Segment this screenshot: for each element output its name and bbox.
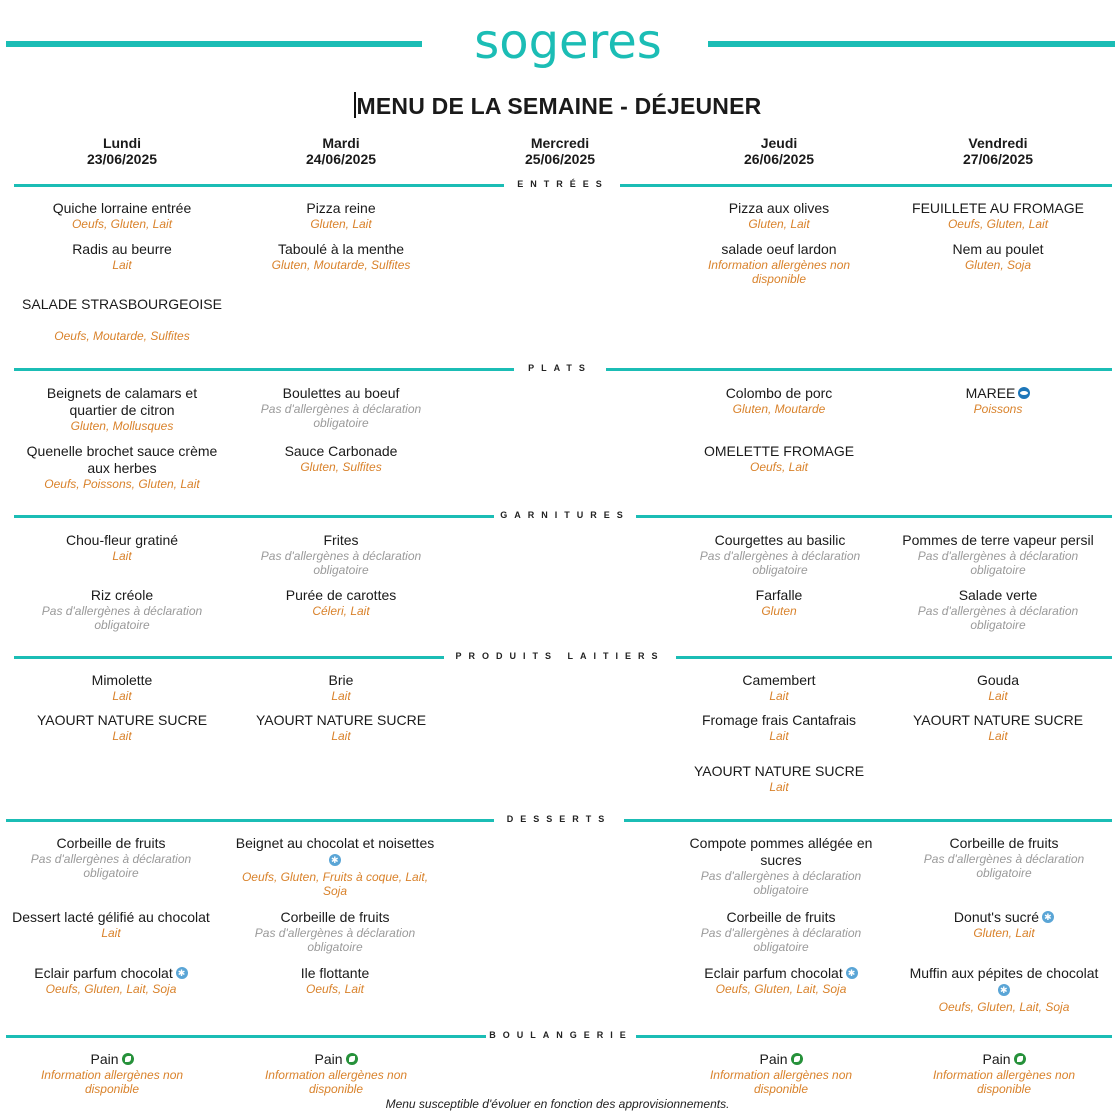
menu-item: Boulettes au boeuf Pas d'allergènes à déclaration obligatoire	[260, 385, 422, 430]
menu-item: Pizza reine Gluten, Lait	[306, 200, 376, 231]
menu-item: Frites Pas d'allergènes à déclaration obligatoire	[260, 532, 422, 577]
section-divider	[636, 515, 1112, 518]
menu-item: YAOURT NATURE SUCRE Lait	[693, 763, 865, 794]
snowflake-icon	[846, 967, 858, 979]
menu-item: Eclair parfum chocolat✱ Oeufs, Gluten, Lait, Soja	[6, 965, 216, 996]
menu-item: Chou-fleur gratiné Lait	[65, 532, 179, 563]
menu-item: Pain Information allergènes non disponible	[709, 1051, 853, 1096]
snowflake-icon	[329, 854, 341, 866]
section-label-boulangerie: BOULANGERIE	[489, 1030, 633, 1040]
menu-item: Dessert lacté gélifié au chocolat Lait	[12, 909, 210, 940]
day-header-mardi: Mardi 24/06/2025	[305, 135, 377, 167]
menu-item: Taboulé à la menthe Gluten, Moutarde, Sulfites	[271, 241, 411, 272]
sogeres-logo	[448, 12, 688, 80]
menu-item: Radis au beurre Lait	[72, 241, 172, 272]
menu-item: salade oeuf lardon Information allergènes non disponible	[707, 241, 851, 286]
day-header-lundi: Lundi 23/06/2025	[86, 135, 158, 167]
menu-item: Farfalle Gluten	[755, 587, 803, 618]
menu-item: SALADE STRASBOURGEOISE Oeufs, Moutarde, Sulfites	[22, 296, 222, 343]
menu-item: Pain Information allergènes non disponible	[40, 1051, 184, 1096]
menu-item: Quiche lorraine entrée Oeufs, Gluten, Lait	[52, 200, 192, 231]
menu-item: Purée de carottes Céleri, Lait	[285, 587, 397, 618]
header	[0, 0, 1115, 80]
section-divider	[636, 1035, 1112, 1038]
section-divider	[624, 819, 1112, 822]
menu-item: Fromage frais Cantafrais Lait	[701, 712, 857, 743]
menu-item: Corbeille de fruits Pas d'allergènes à déclaration obligatoire	[254, 909, 416, 954]
day-header-mercredi: Mercredi 25/06/2025	[524, 135, 596, 167]
menu-item: Donut's sucré✱ Gluten, Lait	[894, 909, 1114, 940]
day-header-jeudi: Jeudi 26/06/2025	[743, 135, 815, 167]
organic-leaf-icon	[346, 1053, 358, 1065]
section-label-garnitures: GARNITURES	[500, 510, 630, 520]
section-divider	[6, 819, 494, 822]
section-divider	[6, 1035, 486, 1038]
menu-item: Mimolette Lait	[91, 672, 153, 703]
section-label-entrees: ENTRÉES	[517, 179, 609, 189]
menu-item: Gouda Lait	[976, 672, 1020, 703]
snowflake-icon	[1042, 911, 1054, 923]
section-divider	[14, 656, 444, 659]
menu-item: Corbeille de fruits Pas d'allergènes à déclaration obligatoire	[923, 835, 1085, 880]
menu-item: Beignets de calamars et quartier de citron Gluten, Mollusques	[46, 385, 198, 433]
menu-item: Eclair parfum chocolat✱ Oeufs, Gluten, Lait, Soja	[671, 965, 891, 996]
logo-text: sogeres	[474, 14, 662, 70]
menu-item: Courgettes au basilic Pas d'allergènes à déclaration obligatoire	[699, 532, 861, 577]
header-left-line	[6, 41, 422, 47]
snowflake-icon	[176, 967, 188, 979]
section-divider	[14, 515, 494, 518]
section-divider	[676, 656, 1112, 659]
menu-item: Pain Information allergènes non disponible	[932, 1051, 1076, 1096]
menu-item: YAOURT NATURE SUCRE Lait	[255, 712, 427, 743]
menu-item: Pommes de terre vapeur persil Pas d'allergènes à déclaration obligatoire	[902, 532, 1094, 577]
menu-item: Corbeille de fruits Pas d'allergènes à déclaration obligatoire	[700, 909, 862, 954]
menu-item: Quenelle brochet sauce crème aux herbes Oeufs, Poissons, Gluten, Lait	[26, 443, 218, 491]
section-label-desserts: DESSERTS	[506, 814, 612, 824]
day-header-vendredi: Vendredi 27/06/2025	[962, 135, 1034, 167]
menu-item: Brie Lait	[328, 672, 354, 703]
section-divider	[606, 368, 1112, 371]
section-divider	[14, 184, 504, 187]
menu-item: Muffin aux pépites de chocolat ✱ Oeufs, Gluten, Lait, Soja	[896, 965, 1112, 1014]
section-label-produits-laitiers: PRODUITS LAITIERS	[455, 651, 665, 661]
menu-item: Pain Information allergènes non disponible	[264, 1051, 408, 1096]
menu-item: Colombo de porc Gluten, Moutarde	[725, 385, 833, 416]
menu-item: OMELETTE FROMAGE Oeufs, Lait	[703, 443, 855, 474]
page-title: MENU DE LA SEMAINE - DÉJEUNER	[0, 92, 1115, 120]
menu-item: MAREE Poissons	[888, 385, 1108, 416]
menu-item: FEUILLETE AU FROMAGE Oeufs, Gluten, Lait	[912, 200, 1084, 231]
header-right-line	[708, 41, 1115, 47]
menu-item: Salade verte Pas d'allergènes à déclaration obligatoire	[917, 587, 1079, 632]
menu-item: YAOURT NATURE SUCRE Lait	[912, 712, 1084, 743]
menu-item: Nem au poulet Gluten, Soja	[952, 241, 1044, 272]
menu-item: Compote pommes allégée en sucres Pas d'allergènes à déclaration obligatoire	[689, 835, 873, 897]
footer-note: Menu susceptible d'évoluer en fonction des approvisionnements.	[385, 1097, 730, 1111]
menu-item: Camembert Lait	[742, 672, 816, 703]
menu-item: Ile flottante Oeufs, Lait	[300, 965, 370, 996]
section-divider	[620, 184, 1112, 187]
menu-item: Pizza aux olives Gluten, Lait	[728, 200, 830, 231]
organic-leaf-icon	[1014, 1053, 1026, 1065]
organic-leaf-icon	[791, 1053, 803, 1065]
menu-item: YAOURT NATURE SUCRE Lait	[36, 712, 208, 743]
menu-item: Riz créole Pas d'allergènes à déclaration obligatoire	[41, 587, 203, 632]
organic-leaf-icon	[122, 1053, 134, 1065]
menu-item: Corbeille de fruits Pas d'allergènes à déclaration obligatoire	[30, 835, 192, 880]
snowflake-icon	[998, 984, 1010, 996]
menu-item: Sauce Carbonade Gluten, Sulfites	[284, 443, 398, 474]
fish-icon	[1018, 387, 1030, 399]
section-divider	[14, 368, 514, 371]
section-label-plats: PLATS	[528, 363, 592, 373]
menu-item: Beignet au chocolat et noisettes ✱ Oeufs, Gluten, Fruits à coque, Lait, Soja	[225, 835, 445, 898]
